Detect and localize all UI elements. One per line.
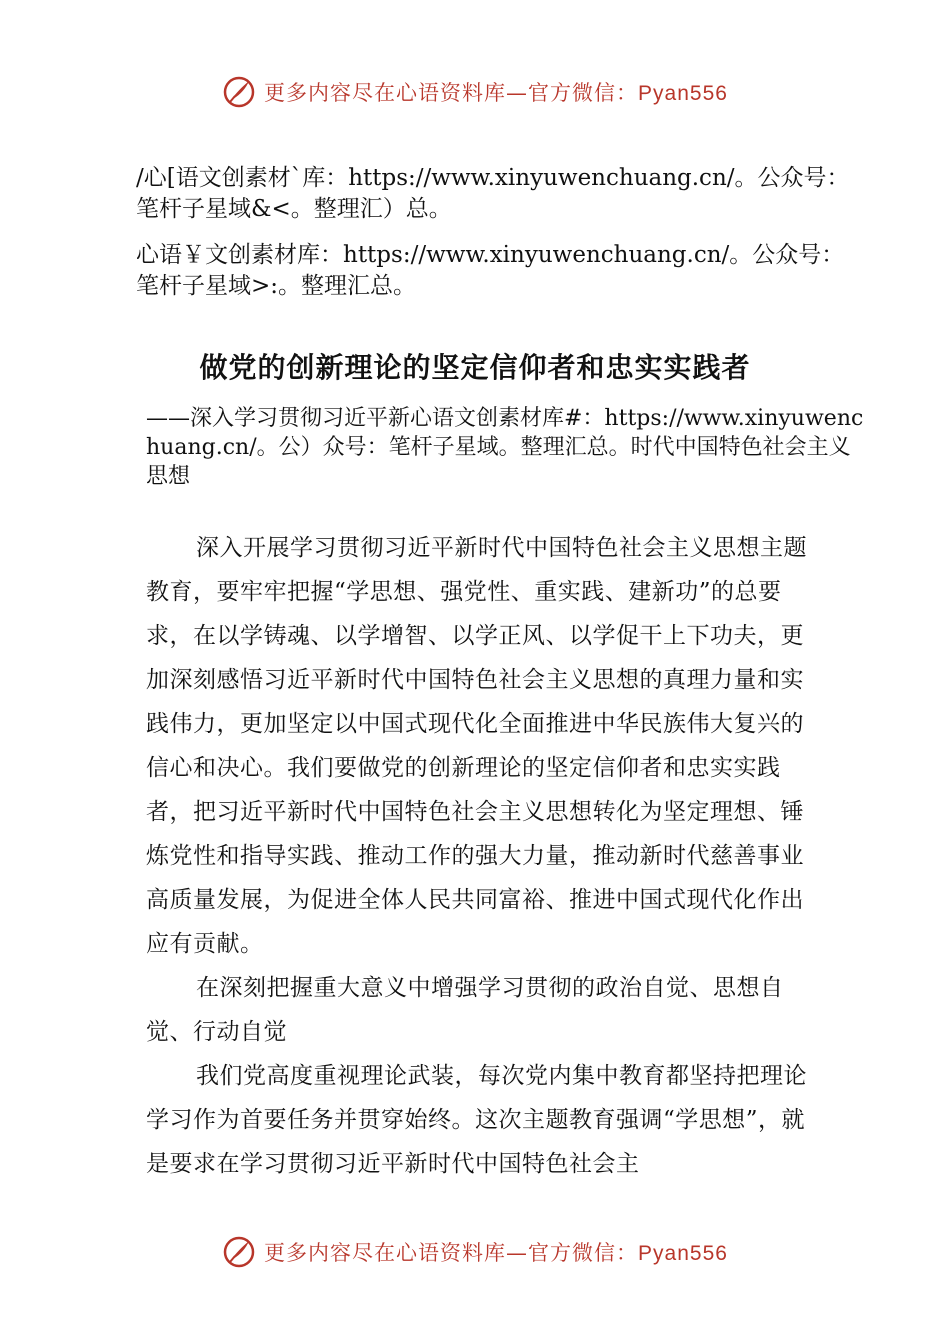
footer-text: 更多内容尽在心语资料库—官方微信：Pyan556 bbox=[264, 1241, 728, 1265]
paragraph: 深入开展学习贯彻习近平新时代中国特色社会主义思想主题教育，要牢牢把握“学思想、强党性、重实践、建新功”的总要求，在以学铸魂、以学增智、以学正风、以学促干上下功夫，更加深刻感悟习近平新时代中国特色社会主义思想的真理力量和实践伟力，更加坚定以中国式现代化全面推进中华民族伟大复兴的信心和决心。我们要做党的创新理论的坚定信仰者和忠实实践者，把习近平新时代中国特色社会主义思想转化为坚定理想、锤炼党性和指导实践、推动工作的强大力量，推动新时代慈善事业高质量发展，为促进全体人民共同富裕、推进中国式现代化作出应有贡献。 bbox=[146, 535, 807, 957]
article-body bbox=[146, 526, 811, 1186]
article-title: 做党的创新理论的坚定信仰者和忠实实践者 bbox=[199, 351, 751, 384]
notice-line-1: /心[语文创素材`库：https://www.xinyuwenchuang.cn/。公众号：笔杆子星域&<。整理汇）总。 bbox=[136, 165, 850, 222]
quill-pen-logo-icon bbox=[222, 1235, 256, 1269]
article-subtitle: ——深入学习贯彻习近平新心语文创素材库#：https://www.xinyuwenchuang.cn/。公）众号：笔杆子星域。整理汇总。时代中国特色社会主义思想 bbox=[146, 406, 864, 489]
paragraph: 我们党高度重视理论武装，每次党内集中教育都坚持把理论学习作为首要任务并贯穿始终。这次主题教育强调“学思想”，就是要求在学习贯彻习近平新时代中国特色社会主 bbox=[146, 1063, 807, 1177]
footer-banner bbox=[0, 1232, 950, 1272]
notice-line-2: 心语￥文创素材库：https://www.xinyuwenchuang.cn/。公众号：笔杆子星域>:。整理汇总。 bbox=[136, 242, 845, 299]
header-text: 更多内容尽在心语资料库—官方微信：Pyan556 bbox=[264, 81, 728, 105]
quill-pen-logo-icon bbox=[222, 75, 256, 109]
section-heading: 在深刻把握重大意义中增强学习贯彻的政治自觉、思想自觉、行动自觉 bbox=[146, 975, 784, 1045]
header-banner bbox=[0, 72, 950, 112]
wechat-handle: Pyan556 bbox=[638, 1242, 728, 1265]
wechat-handle: Pyan556 bbox=[638, 82, 728, 105]
